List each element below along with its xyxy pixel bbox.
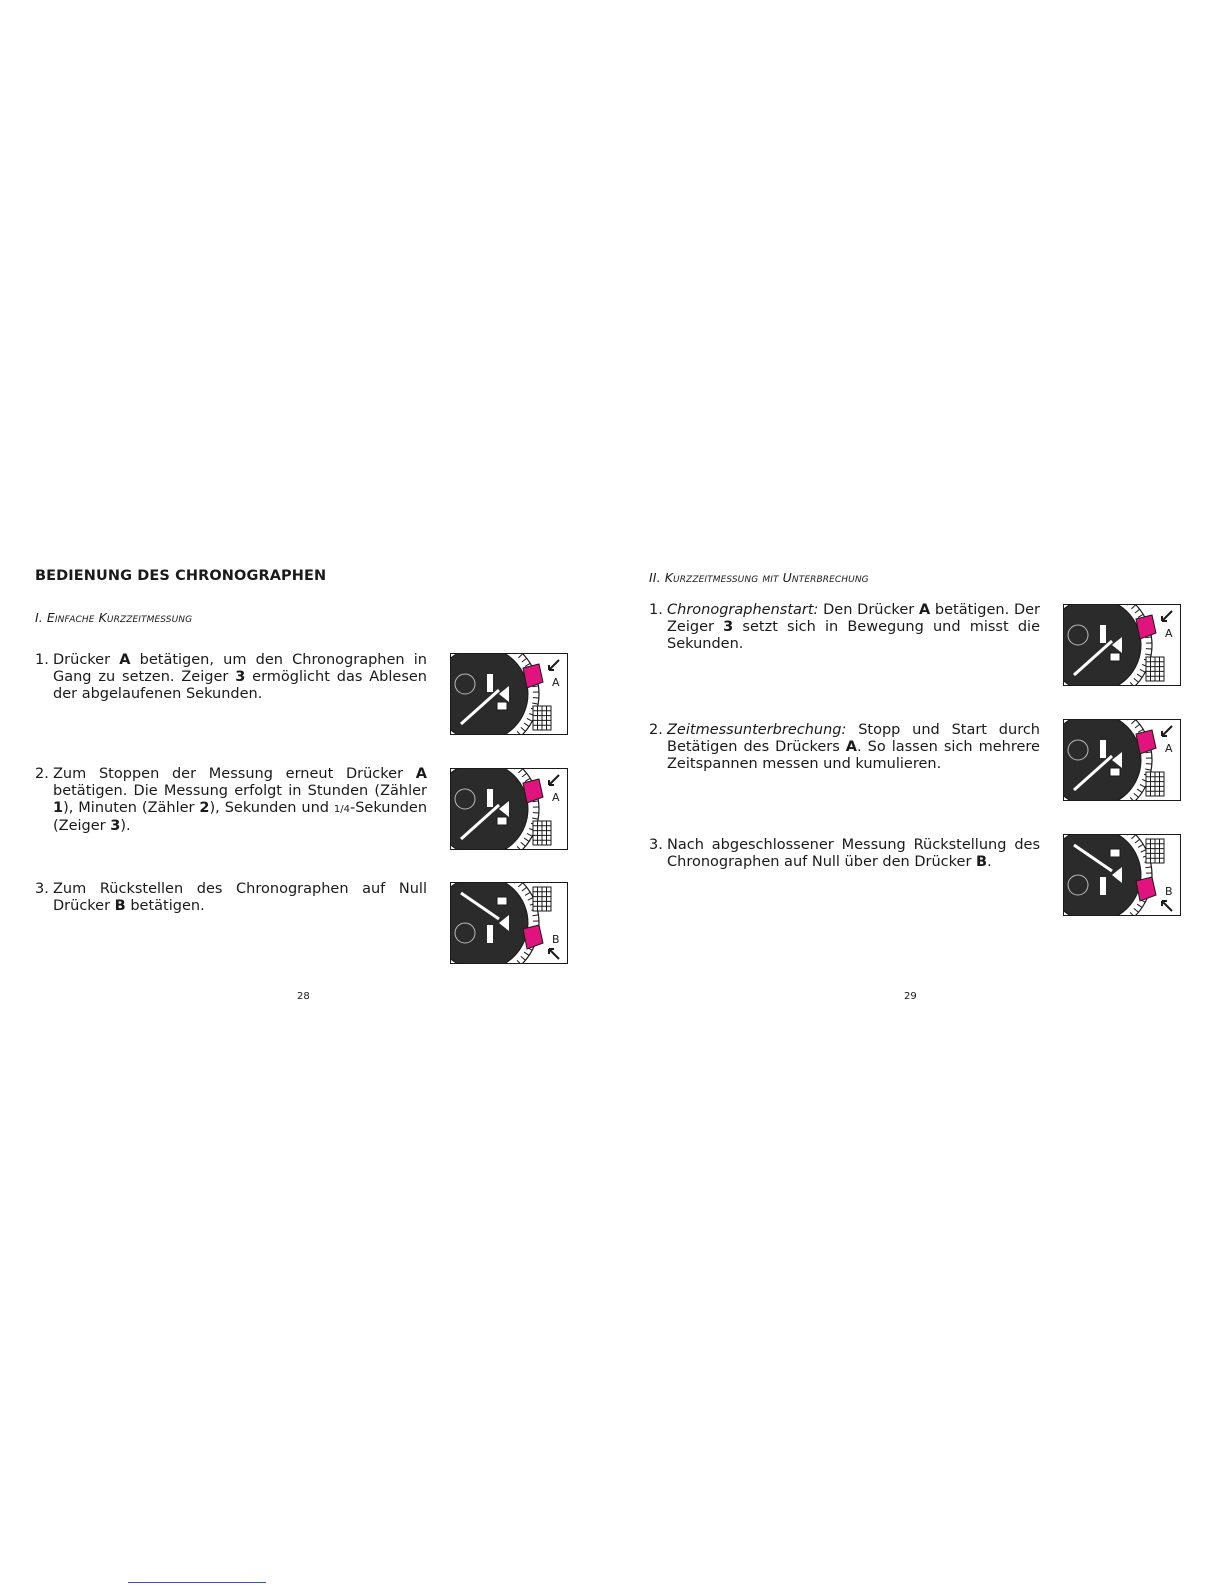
step-number: 1.: [649, 602, 663, 618]
step-number: 3.: [649, 837, 663, 853]
left-step-2: 2. Zum Stoppen der Messung erneut Drücker A betätigen. Die Messung erfolgt in Stunden (Zähler 1), Minuten (Zähler 2), Sekunden und 1/4-Sekunden (Zeiger 3).: [35, 766, 428, 834]
watch-drawing: [451, 769, 567, 849]
step-number: 1.: [35, 652, 49, 668]
pusher-label: A: [552, 676, 560, 689]
watch-illustration-push-a: [450, 653, 568, 735]
right-step-2: 2. Zeitmessunterbrechung: Stopp und Start durch Betätigen des Drückers A. So lassen sich mehrere Zeitspannen messen und kumulieren.: [649, 722, 1040, 772]
left-page: [0, 0, 612, 1585]
step-number: 2.: [649, 722, 663, 738]
watch-illustration-push-a: [1063, 719, 1181, 801]
watch-drawing: [451, 654, 567, 734]
pusher-label: A: [1165, 627, 1173, 640]
right-page: [612, 0, 1225, 1585]
section-heading-interrupted-timing: II. Kurzzeitmessung mit Unterbrechung: [649, 570, 869, 585]
footer-link-underline[interactable]: [128, 1582, 266, 1583]
pusher-label: A: [1165, 742, 1173, 755]
left-step-3: 3. Zum Rückstellen des Chronographen auf Null Drücker B betätigen.: [35, 881, 427, 914]
page-number: 29: [904, 991, 917, 1002]
watch-illustration-push-a: [450, 768, 568, 850]
watch-drawing: [451, 883, 567, 963]
step-number: 3.: [35, 881, 49, 897]
pusher-label: B: [1165, 885, 1173, 898]
right-step-3: 3. Nach abgeschlossener Messung Rückstellung des Chronographen auf Null über den Drücker B.: [649, 837, 1040, 870]
watch-illustration-push-b: [1063, 834, 1181, 916]
watch-drawing: [1064, 835, 1180, 915]
main-heading: BEDIENUNG DES CHRONOGRAPHEN: [35, 568, 327, 584]
section-heading-simple-timing: I. Einfache Kurzzeitmessung: [35, 610, 193, 625]
pusher-label: B: [552, 933, 560, 946]
watch-illustration-push-b: [450, 882, 568, 964]
left-step-1: 1. Drücker A betätigen, um den Chronographen in Gang zu setzen. Zeiger 3 ermöglicht das Ablesen der abgelaufenen Sekunden.: [35, 652, 427, 702]
pusher-label: A: [552, 791, 560, 804]
watch-illustration-push-a: [1063, 604, 1181, 686]
page-number: 28: [297, 991, 310, 1002]
right-step-1: 1. Chronographenstart: Den Drücker A betätigen. Der Zeiger 3 setzt sich in Bewegung und misst die Sekunden.: [649, 602, 1041, 652]
watch-drawing: [1064, 605, 1180, 685]
step-number: 2.: [35, 766, 49, 782]
watch-drawing: [1064, 720, 1180, 800]
